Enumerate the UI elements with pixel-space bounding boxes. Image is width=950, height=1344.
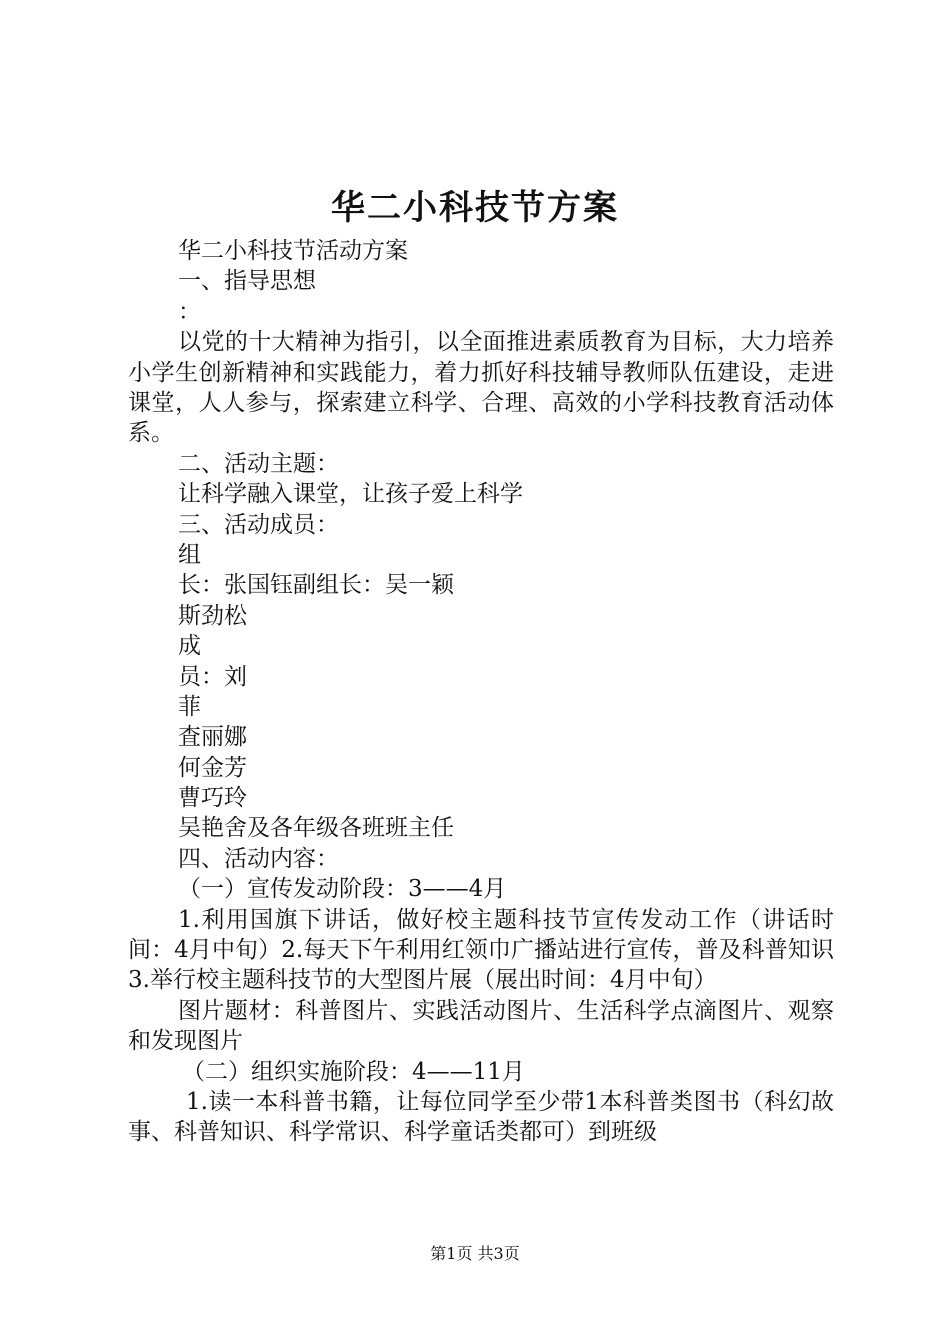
paragraph-publicity: 1.利用国旗下讲话，做好校主题科技节宣传发动工作（讲话时间：4月中旬）2.每天下午利用红领巾广播站进行宣传，普及科普知识3.举行校主题科技节的大型图片展（展出时间：4月中旬） — [128, 906, 834, 994]
member-line: 菲 — [178, 693, 201, 720]
member-line: 组 — [178, 541, 201, 568]
colon-line: ： — [178, 298, 201, 325]
document-title: 华二小科技节方案 — [331, 188, 619, 228]
page-footer: 第1页 共3页 — [430, 1244, 520, 1263]
paragraph-guiding-ideology: 以党的十大精神为指引，以全面推进素质教育为目标，大力培养小学生创新精神和实践能力，着力抓好科技辅导教师队伍建设，走进课堂，人人参与，探索建立科学、合理、高效的小学科技教育活动体系。 — [128, 329, 834, 447]
section-heading-members: 三、活动成员： — [178, 511, 339, 538]
subsection-publicity: （一）宣传发动阶段：3——4月 — [178, 876, 507, 903]
member-line: 何金芳 — [178, 754, 247, 781]
member-line: 斯劲松 — [178, 602, 247, 629]
paragraph-picture-topics: 图片题材：科普图片、实践活动图片、生活科学点滴图片、观察和发现图片 — [128, 997, 834, 1055]
section-heading-content: 四、活动内容： — [178, 845, 339, 872]
section-heading-guiding-ideology: 一、指导思想 — [178, 268, 316, 295]
member-line: 成 — [178, 633, 201, 660]
subsection-implementation: （二）组织实施阶段：4——11月 — [182, 1058, 525, 1085]
paragraph-reading: 1.读一本科普书籍，让每位同学至少带1本科普类图书（科幻故事、科普知识、科学常识、科学童话类都可）到班级 — [128, 1089, 834, 1146]
theme-text: 让科学融入课堂，让孩子爱上科学 — [178, 481, 523, 508]
member-line: 査丽娜 — [178, 724, 247, 751]
member-line: 曹巧玲 — [178, 785, 247, 812]
section-heading-theme: 二、活动主题： — [178, 450, 339, 477]
member-line: 吴艳舍及各年级各班班主任 — [178, 815, 454, 842]
member-line: 长：张国钰副组长：吴一颖 — [178, 572, 454, 599]
member-line: 员：刘 — [178, 663, 247, 690]
document-body — [128, 236, 834, 1148]
subtitle: 华二小科技节活动方案 — [178, 238, 408, 264]
